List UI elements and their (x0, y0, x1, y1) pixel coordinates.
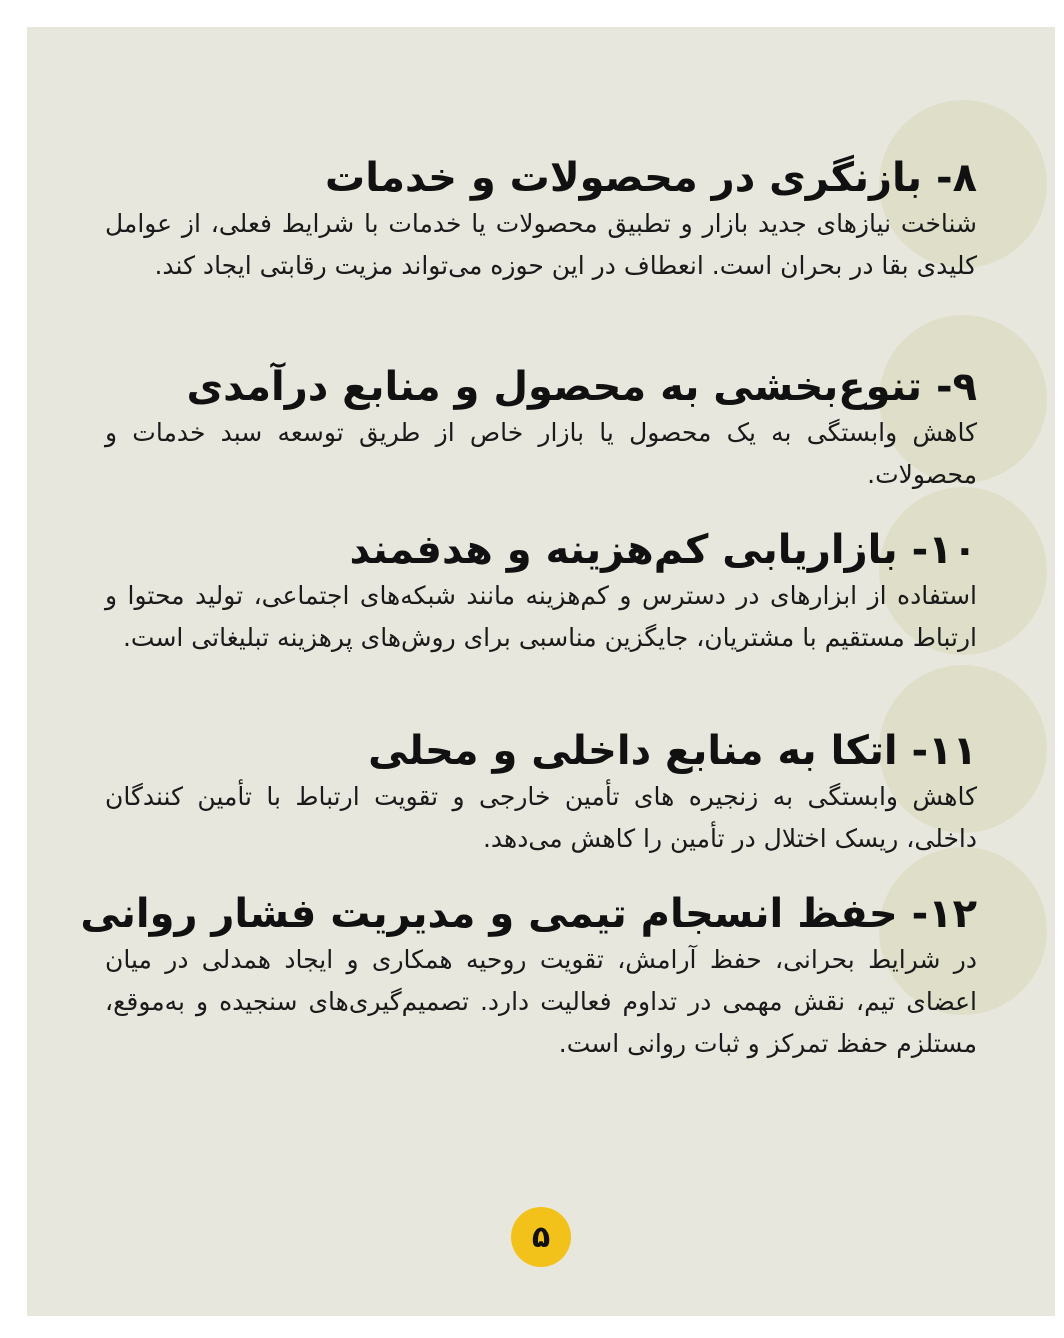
section-heading: ۱۰- بازاریابی کم‌هزینه و هدفمند (349, 527, 977, 573)
section-body: استفاده از ابزارهای در دسترس و کم‌هزینه مانند شبکه‌های اجتماعی، تولید محتوا و ارتباط مستقیم با مشتریان، جایگزین مناسبی برای روش‌های پرهزینه تبلیغاتی است. (105, 581, 977, 652)
section-heading: ۱۱- اتکا به منابع داخلی و محلی (368, 728, 977, 774)
section-heading: ۸- بازنگری در محصولات و خدمات (325, 155, 977, 201)
page-number-badge: ۵ (511, 1207, 571, 1267)
section-12 (80, 889, 977, 1065)
section-body: شناخت نیازهای جدید بازار و تطبیق محصولات یا خدمات با شرایط فعلی، از عوامل کلیدی بقا در بحران است. انعطاف در این حوزه می‌تواند مزیت رقابتی ایجاد کند. (105, 209, 977, 280)
section-body: کاهش وابستگی به یک محصول یا بازار خاص از طریق توسعه سبد خدمات و محصولات. (105, 418, 977, 489)
section-heading: ۱۲- حفظ انسجام تیمی و مدیریت فشار روانی (80, 891, 977, 937)
section-11 (105, 726, 977, 860)
section-heading: ۹- تنوع‌بخشی به محصول و منابع درآمدی (186, 364, 977, 410)
section-body: در شرایط بحرانی، حفظ آرامش، تقویت روحیه همکاری و ایجاد همدلی در میان اعضای تیم، نقش مهمی در تداوم فعالیت دارد. تصمیم‌گیری‌های سنجیده و به‌موقع، مستلزم حفظ تمرکز و ثبات روانی است. (105, 945, 977, 1058)
section-8 (105, 153, 977, 287)
section-10 (105, 525, 977, 659)
section-body: کاهش وابستگی به زنجیره های تأمین خارجی و تقویت ارتباط با تأمین کنندگان داخلی، ریسک اختلال در تأمین را کاهش می‌دهد. (105, 782, 977, 853)
page (27, 27, 1055, 1316)
section-9 (105, 362, 977, 496)
